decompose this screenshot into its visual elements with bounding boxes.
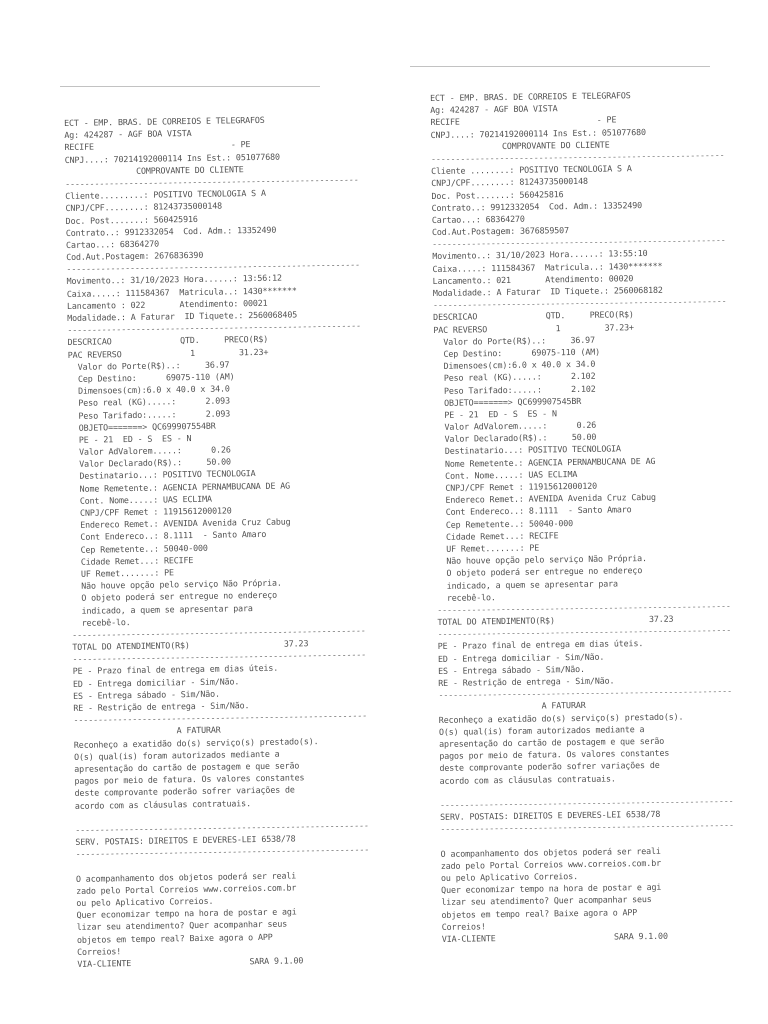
- legend-line: RE - Restrição de entrega - Sim/Não.: [73, 700, 250, 713]
- item-line: indicado, a quem se apresentar para: [71, 602, 253, 616]
- total-value: 37.23: [648, 613, 674, 625]
- receipt-title: COMPROVANTE DO CLIENTE: [135, 163, 244, 176]
- item-line: Valor do Porte(R$)..: 36.97: [433, 334, 595, 347]
- item-line: Peso Tarifado:.....: 2.102: [434, 383, 596, 396]
- item-line: Dimensoes(cm):6.0 x 40.0 x 34.0: [433, 358, 596, 372]
- client-line: Cliente ........: POSITIVO TECNOLOGIA S A: [431, 163, 632, 177]
- client-line: Cartao...: 68364270: [431, 213, 525, 225]
- client-line: Cliente.........: POSITIVO TECNOLOGIA S A: [65, 187, 266, 202]
- item-line: Cont Endereco..: 8.1111 - Santo Amaro: [435, 504, 632, 518]
- item-line: Cidade Remet...: RECIFE: [70, 554, 194, 567]
- item-line: Nome Remetente.: AGENCIA PERNAMBUCANA DE AG: [69, 480, 291, 494]
- separator-line: ------------------------------------------------------------: [437, 600, 731, 615]
- items-header: DESCRICAO QTD. PRECO(R$): [67, 334, 269, 348]
- footer-line: Quer economizar tempo na hora de postar e agi: [76, 906, 297, 921]
- billing-title: A FATURAR: [541, 700, 586, 711]
- item-line: Cep Destino: 69075-110 (AM): [68, 371, 235, 384]
- separator-line: ------------------------------------------------------------: [66, 259, 360, 275]
- paper-edge-left: [60, 86, 320, 87]
- item-line: PAC REVERSO 1 31.23+: [67, 346, 269, 360]
- item-line: Cidade Remet...: RECIFE: [436, 529, 559, 542]
- item-line: indicado, a quem se apresentar para: [436, 577, 618, 591]
- separator-line: ------------------------------------------------------------: [67, 320, 361, 336]
- legend-line: ES - Entrega sábado - Sim/Não.: [73, 688, 220, 701]
- items-header: DESCRICAO QTD. PRECO(R$): [433, 309, 634, 323]
- item-line: Valor AdValorem.....: 0.26: [434, 419, 597, 433]
- client-line: Contrato..: 9912332054 Cod. Adm.: 13352490: [431, 199, 643, 213]
- footer-line: lizar seu atendimento? Quer acompanhar seus: [76, 918, 288, 933]
- billing-line: Reconheço a exatidão do(s) serviço(s) prestado(s).: [73, 735, 319, 750]
- item-line: Endereco Remet.: AVENIDA Avenida Cruz Cabug: [70, 516, 291, 531]
- item-line: Peso real (KG).....: 2.102: [433, 371, 596, 384]
- client-line: Cartao...: 68364270: [65, 238, 160, 250]
- item-line: Nome Remetente.: AGENCIA PERNAMBUCANA DE AG: [435, 455, 656, 469]
- item-line: CNPJ/CPF Remet : 11915612000120: [70, 505, 232, 518]
- item-line: Valor AdValorem.....: 0.26: [69, 444, 231, 458]
- billing-line: deste comprovante poderão sofrer variações de: [74, 784, 295, 799]
- item-line: Cont. Nome.....: UAS ECLIMA: [435, 468, 578, 481]
- item-line: O objeto poderá ser entregue no endereço: [436, 565, 643, 579]
- item-line: Cep Destino: 69075-110 (AM): [433, 346, 601, 359]
- via-label: VIA-CLIENTE: [441, 933, 496, 944]
- movement-line: Lancamento.: 021 Atendimento: 00020: [432, 272, 634, 286]
- item-line: Valor do Porte(R$)..: 36.97: [67, 359, 230, 372]
- legend-line: ED - Entrega domiciliar - Sim/Não.: [72, 675, 240, 689]
- header-line: RECIFE - PE: [64, 139, 251, 153]
- paper-edge-right: [410, 66, 710, 67]
- rights-line: SERV. POSTAIS: DIREITOS E DEVERES-LEI 6538/78: [440, 808, 661, 822]
- header-line: CNPJ....: 70214192000114 Ins Est.: 051077680: [430, 126, 646, 140]
- item-line: CNPJ/CPF Remet : 11915612000120: [435, 480, 598, 493]
- footer-line: lizar seu atendimento? Quer acompanhar seus: [441, 894, 652, 908]
- billing-line: pagos por meio de fatura. Os valores constantes: [439, 747, 670, 762]
- item-line: recebê-lo.: [71, 616, 131, 628]
- separator-line: ------------------------------------------------------------: [432, 235, 726, 250]
- item-line: UF Remet.......: PE: [436, 542, 540, 554]
- billing-line: deste comprovante poderão sofrer variações de: [439, 760, 660, 774]
- item-line: Destinatario...: POSITIVO TECNOLOGIA: [69, 468, 256, 482]
- footer-line: ou pelo Aplicativo Correios.: [440, 871, 579, 883]
- client-line: Contrato..: 9912332054 Cod. Adm.: 13352490: [65, 224, 277, 238]
- item-line: Cont Endereco..: 8.1111 - Santo Amaro: [70, 529, 267, 543]
- version-label: SARA 9.1.00: [249, 955, 304, 967]
- separator-line: ------------------------------------------------------------: [73, 710, 368, 726]
- separator-line: ------------------------------------------------------------: [438, 686, 732, 701]
- item-line: Valor Declarado(R$).: 50.00: [69, 456, 231, 470]
- via-row: [442, 929, 692, 945]
- footer-line: O acompanhamento dos objetos poderá ser reali: [440, 845, 661, 859]
- item-line: Endereco Remet.: AVENIDA Avenida Cruz Cabug: [435, 492, 656, 506]
- separator-line: ------------------------------------------------------------: [437, 625, 732, 640]
- client-line: CNPJ/CPF........: 81243735000148: [431, 176, 588, 189]
- item-line: Cep Remetente..: 50040-000: [70, 542, 208, 555]
- header-line: CNPJ....: 70214192000114 Ins Est.: 051077680: [64, 151, 280, 165]
- header-line: Ag: 424287 - AGF BOA VISTA: [430, 103, 558, 116]
- billing-line: O(s) qual(is) foram autorizados mediante a: [438, 723, 645, 737]
- movement-line: Caixa.....: 111584367 Matricula..: 1430*******: [432, 260, 663, 274]
- footer-line: Correios!: [77, 945, 122, 957]
- item-line: Dimensoes(cm):6.0 x 40.0 x 34.0: [68, 383, 230, 397]
- billing-line: apresentação do cartão de postagem e que serão: [74, 760, 300, 774]
- client-line: Doc. Post.......: 560425916: [65, 213, 198, 226]
- billing-line: Reconheço a exatidão do(s) serviço(s) prestado(s).: [438, 711, 684, 725]
- footer-line: objetos em tempo real? Baixe agora o APP: [76, 931, 273, 945]
- separator-line: ------------------------------------------------------------: [75, 844, 370, 860]
- header-line: ECT - EMP. BRAS. DE CORREIOS E TELEGRAFOS: [64, 114, 265, 128]
- item-line: Cont. Nome.....: UAS ECLIMA: [69, 493, 212, 506]
- billing-line: pagos por meio de fatura. Os valores constantes: [74, 772, 305, 787]
- header-line: Ag: 424287 - AGF BOA VISTA: [64, 128, 192, 141]
- item-line: recebê-lo.: [436, 591, 496, 603]
- version-label: SARA 9.1.00: [613, 930, 668, 942]
- receipt-title: COMPROVANTE DO CLIENTE: [501, 139, 610, 151]
- client-line: Cod.Aut.Postagem: 3676859507: [431, 225, 569, 238]
- item-line: Não houve opção pelo serviço Não Própria.: [436, 553, 647, 567]
- item-line: Peso real (KG).....: 2.093: [68, 395, 231, 409]
- movement-line: Movimento..: 31/10/2023 Hora......: 13:55:10: [432, 248, 648, 262]
- separator-line: ------------------------------------------------------------: [64, 174, 359, 189]
- billing-line: acordo com as cláusulas contratuais.: [74, 797, 251, 811]
- item-line: Valor Declarado(R$).: 50.00: [434, 431, 597, 445]
- movement-line: Modalidade.: A Faturar ID Tiquete.: 2560068182: [432, 284, 663, 298]
- item-line: PAC REVERSO 1 37.23+: [433, 321, 634, 335]
- separator-line: ------------------------------------------------------------: [72, 649, 367, 665]
- separator-line: ------------------------------------------------------------: [440, 820, 734, 835]
- client-line: Cod.Aut.Postagem: 2676836390: [66, 249, 204, 263]
- separator-line: ------------------------------------------------------------: [439, 795, 734, 810]
- legend-line: RE - Restrição de entrega - Sim/Não.: [438, 675, 615, 688]
- billing-line: apresentação do cartão de postagem e que serão: [439, 735, 665, 749]
- item-line: Não houve opção pelo serviço Não Própria.: [71, 577, 282, 592]
- item-line: Peso Tarifado:.....: 2.093: [68, 407, 231, 421]
- separator-line: ------------------------------------------------------------: [75, 820, 369, 835]
- legend-line: PE - Prazo final de entrega em dias úteis.: [437, 638, 644, 652]
- receipt-right: [430, 89, 734, 946]
- billing-line: O(s) qual(is) foram autorizados mediante a: [73, 748, 280, 762]
- movement-line: Modalidade.: A Faturar ID Tiquete.: 2560068405: [67, 309, 298, 323]
- header-line: ECT - EMP. BRAS. DE CORREIOS E TELEGRAFOS: [430, 90, 631, 103]
- client-line: CNPJ/CPF........: 81243735000148: [65, 200, 223, 214]
- via-label: VIA-CLIENTE: [77, 957, 132, 969]
- separator-line: ------------------------------------------------------------: [72, 625, 366, 640]
- receipt-left: [64, 113, 370, 970]
- header-line: RECIFE - PE: [430, 114, 617, 128]
- footer-line: ou pelo Aplicativo Correios.: [76, 895, 214, 908]
- item-line: Cep Remetente..: 50040-000: [435, 517, 574, 530]
- item-line: PE - 21 ED - S ES - N: [68, 432, 192, 445]
- footer-line: zado pelo Portal Correios www.correios.com.br: [440, 857, 662, 871]
- movement-line: Caixa.....: 111584367 Matricula..: 1430*******: [66, 284, 297, 299]
- movement-line: Movimento..: 31/10/2023 Hora......: 13:56:12: [66, 273, 282, 287]
- separator-line: ------------------------------------------------------------: [432, 296, 727, 311]
- separator-line: ------------------------------------------------------------: [430, 149, 725, 164]
- item-line: OBJETO=======> QC699907554BR: [68, 420, 216, 433]
- billing-line: acordo com as cláusulas contratuais.: [439, 772, 616, 786]
- via-row: [77, 954, 327, 970]
- legend-line: ED - Entrega domiciliar - Sim/Não.: [437, 651, 605, 664]
- rights-line: SERV. POSTAIS: DIREITOS E DEVERES-LEI 6538/78: [75, 833, 296, 847]
- total-value: 37.23: [283, 638, 309, 649]
- total-label: TOTAL DO ATENDIMENTO(R$): [437, 615, 555, 628]
- footer-line: O acompanhamento dos objetos poderá ser reali: [75, 870, 297, 884]
- footer-line: Correios!: [441, 921, 486, 932]
- item-line: O objeto poderá ser entregue no endereço: [71, 590, 278, 604]
- footer-line: Quer economizar tempo na hora de postar e agi: [441, 882, 662, 896]
- item-line: PE - 21 ED - S ES - N: [434, 408, 557, 420]
- movement-line: Lancamento : 022 Atendimento: 00021: [66, 297, 268, 311]
- legend-line: ES - Entrega sábado - Sim/Não.: [438, 663, 585, 676]
- item-line: OBJETO=======> QC699907545BR: [434, 395, 582, 408]
- client-line: Doc. Post.......: 560425816: [431, 188, 564, 201]
- footer-line: zado pelo Portal Correios www.correios.com.br: [76, 882, 297, 896]
- footer-line: objetos em tempo real? Baixe agora o APP: [441, 906, 638, 920]
- legend-line: PE - Prazo final de entrega em dias úteis.: [72, 663, 279, 677]
- item-line: Destinatario...: POSITIVO TECNOLOGIA: [434, 443, 621, 457]
- total-label: TOTAL DO ATENDIMENTO(R$): [72, 640, 190, 652]
- billing-title: A FATURAR: [176, 724, 221, 736]
- item-line: UF Remet.......: PE: [71, 567, 174, 579]
